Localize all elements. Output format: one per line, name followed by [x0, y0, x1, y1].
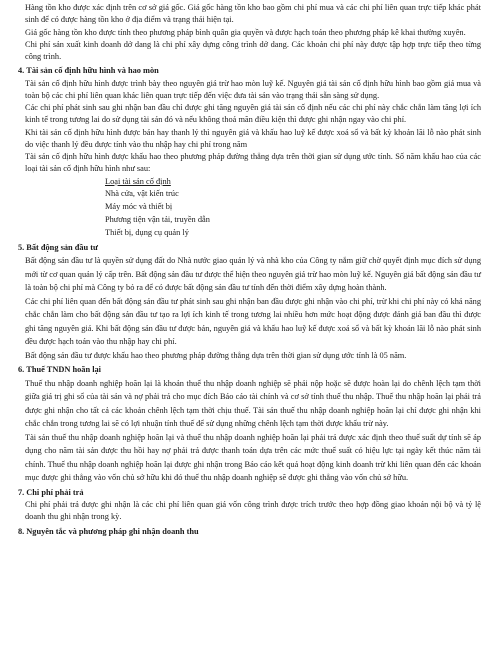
paragraph: Các chi phí liên quan đến bất động sản đầu tư phát sinh sau ghi nhận ban đầu được ghi nhận vào chi phí, trừ khi chi phí này có khả năng chắc chắn làm cho bất động sản đầu tư tạo ra lợi ích kinh tế trong tương lai nhiều hơn mức hoạt động được đánh giá ban đầu thì được ghi tăng nguyên giá. Khi bất động sản đầu tư được bán, nguyên giá và khấu hao luỹ kế được xoá sổ và bất kỳ khoản lãi lỗ nào phát sinh đều được hạch toán vào thu nhập hay chi phí. [25, 296, 481, 347]
paragraph: Chi phí phải trả được ghi nhận là các chi phí liên quan giá vốn công trình được trích trước theo hợp đồng giao khoán nội bộ và tỷ lệ doanh thu ghi nhận trong kỳ. [25, 500, 481, 522]
section-5 [18, 242, 481, 362]
paragraph: Thuế thu nhập doanh nghiệp hoãn lại là khoản thuế thu nhập doanh nghiệp sẽ phải nộp hoặc sẽ được hoàn lại do chênh lệch tạm thời giữa giá trị ghi sổ của tài sản và nợ phải trả cho mục đích Báo cáo tài chính và cơ sở tính thuế thu nhập. Thuế thu nhập hoãn lại phải trả được ghi nhận cho tất cả các khoản chênh lệch tạm thời chịu thuế. Tài sản thuế thu nhập doanh nghiệp hoãn lại chỉ được ghi nhận khi chắc chắn trong tương lai sẽ có lợi nhuận tính thuế để sử dụng những chênh lệch tạm thời được khấu trừ này. [25, 378, 481, 429]
section-heading: 6. Thuế TNDN hoãn lại [18, 365, 101, 375]
paragraph: Bất động sản đầu tư được khấu hao theo phương pháp đường thẳng dựa trên thời gian sử dụng ước tính là 05 năm. [25, 350, 407, 360]
asset-category-list [25, 176, 481, 241]
section-7 [18, 487, 481, 524]
asset-category: Máy móc và thiết bị [105, 202, 173, 212]
section-4 [18, 65, 481, 240]
asset-category: Nhà cửa, vật kiến trúc [105, 189, 179, 199]
section-heading: 5. Bất động sản đầu tư [18, 243, 99, 253]
paragraph: Tài sản cố định hữu hình được trình bày theo nguyên giá trừ hao mòn luỹ kế. Nguyên giá tài sản cố định hữu hình bao gồm giá mua và toàn bộ các chi phí liên quan khác liên quan trực tiếp đến việc đưa tài sản vào trạng thái sẵn sàng sử dụng. [25, 78, 481, 100]
paragraph: Bất động sản đầu tư là quyền sử dụng đất do Nhà nước giao quản lý và nhà kho của Công ty nắm giữ chờ quyết định mục đích sử dụng mới từ cơ quan quản lý cấp trên. Bất động sản đầu tư được thể hiện theo nguyên giá trừ hao mòn luỹ kế. Nguyên giá bất động sản đầu tư là toàn bộ chi phí mà Công ty bỏ ra để có được bất động sản đầu tư tính đến thời điểm xây dựng hoàn thành. [25, 256, 481, 293]
section-heading: 4. Tài sản cố định hữu hình và hao mòn [18, 66, 159, 76]
section-heading: 8. Nguyên tắc và phương pháp ghi nhận doanh thu [18, 526, 199, 536]
paragraph: Giá gốc hàng tồn kho được tính theo phương pháp bình quân gia quyền và được hạch toán theo phương pháp kê khai thường xuyên. [25, 27, 466, 37]
paragraph: Hàng tồn kho được xác định trên cơ sở giá gốc. Giá gốc hàng tồn kho bao gồm chi phí mua và các chi phí liên quan trực tiếp khác phát sinh để có được hàng tồn kho ở địa điểm và trạng thái hiện tại. [25, 3, 481, 25]
asset-category: Thiết bị, dụng cụ quản lý [105, 228, 189, 238]
section-8 [18, 526, 481, 538]
section-6 [18, 364, 481, 484]
paragraph: Tài sản cố định hữu hình được khấu hao theo phương pháp đường thẳng dựa trên thời gian sử dụng ước tính. Số năm khấu hao của các loại tài sản cố định hữu hình như sau: [25, 152, 481, 174]
paragraph: Khi tài sản cố định hữu hình được bán hay thanh lý thì nguyên giá và khấu hao luỹ kế được xoá sổ và bất kỳ khoản lãi lỗ nào phát sinh do việc thanh lý đều được tính vào thu nhập hay chi phí trong năm [25, 127, 481, 149]
paragraph: Các chi phí phát sinh sau ghi nhận ban đầu chỉ được ghi tăng nguyên giá tài sản cố định nếu các chi phí này chắc chắn làm tăng lợi ích kinh tế trong tương lai do sử dụng tài sản đó và nếu không thoả mãn điều kiện thì được ghi nhận ngay vào chi phí. [25, 103, 481, 125]
paragraph: Chi phí sản xuất kinh doanh dở dang là chi phí xây dựng công trình dở dang. Các khoản chi phí này được tập hợp trực tiếp theo từng công trình. [25, 39, 481, 61]
asset-category: Phương tiện vận tải, truyền dẫn [105, 215, 210, 225]
asset-category-header: Loại tài sản cố định [105, 176, 171, 186]
inventory-section [18, 2, 481, 63]
section-heading: 7. Chi phí phải trả [18, 487, 84, 497]
paragraph: Tài sản thuế thu nhập doanh nghiệp hoãn lại và thuế thu nhập doanh nghiệp hoãn lại phải trả được xác định theo thuế suất dự tính sẽ áp dụng cho năm tài sản được thu hồi hay nợ phải trả được thanh toán dựa trên các mức thuế suất có hiệu lực tại ngày kết thúc năm tài chính. Thuế thu nhập doanh nghiệp hoãn lại được ghi nhận trong Báo cáo kết quả hoạt động kinh doanh trừ khi liên quan đến các khoản mục được ghi thẳng vào vốn chủ sở hữu khi đó thuế thu nhập doanh nghiệp sẽ được ghi thẳng vào vốn chủ sở hữu. [25, 432, 481, 483]
